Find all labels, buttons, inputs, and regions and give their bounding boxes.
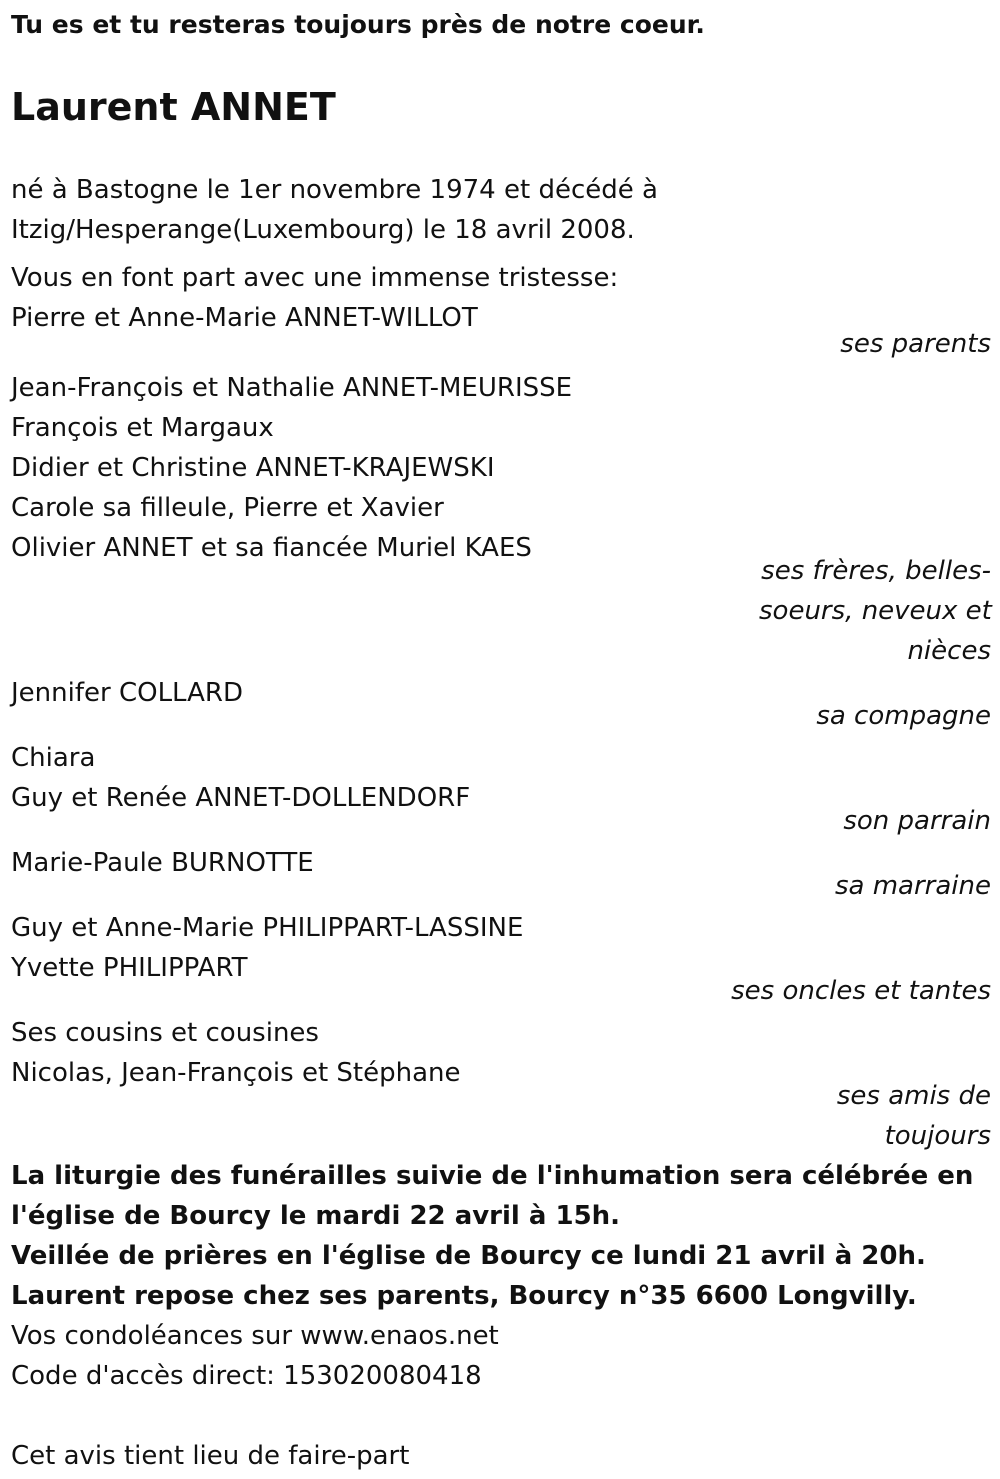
family-name: Jennifer COLLARD	[11, 678, 244, 708]
condolences-text: Vos condoléances sur www.enaos.net	[11, 1321, 499, 1351]
family-name: François et Margaux	[11, 413, 274, 443]
family-role: son parrain	[843, 806, 991, 836]
family-group-partner	[11, 673, 991, 736]
family-name: Carole sa filleule, Pierre et Xavier	[11, 493, 444, 523]
rest-place-line: Laurent repose chez ses parents, Bourcy n°35 6600 Longvilly.	[11, 1281, 917, 1311]
family-role: ses oncles et tantes	[731, 976, 991, 1006]
intro-text: Vous en font part avec une immense tristesse:	[11, 263, 619, 293]
birth-death-line: Itzig/Hesperange(Luxembourg) le 18 avril 2008.	[11, 215, 635, 245]
family-name: Guy et Renée ANNET-DOLLENDORF	[11, 783, 471, 813]
funeral-line: l'église de Bourcy le mardi 22 avril à 15h.	[11, 1201, 621, 1231]
family-role-line: soeurs, neveux et	[759, 596, 992, 626]
family-name: Chiara	[11, 743, 96, 773]
family-name: Jean-François et Nathalie ANNET-MEURISSE	[11, 373, 573, 403]
obituary-notice	[11, 0, 991, 1476]
funeral-line: La liturgie des funérailles suivie de l'inhumation sera célébrée en	[11, 1161, 974, 1191]
family-group-parents	[11, 298, 991, 364]
family-group-siblings	[11, 368, 991, 671]
family-name: Nicolas, Jean-François et Stéphane	[11, 1058, 461, 1088]
family-role: sa compagne	[816, 701, 991, 731]
family-role	[811, 1076, 991, 1156]
family-role-line: toujours	[884, 1121, 991, 1151]
family-role: ses parents	[840, 329, 991, 359]
birth-death-info	[11, 170, 991, 250]
deceased-name: Laurent ANNET	[11, 85, 336, 129]
family-name: Marie-Paule BURNOTTE	[11, 848, 314, 878]
family-role	[759, 551, 991, 671]
family-name: Pierre et Anne-Marie ANNET-WILLOT	[11, 303, 478, 333]
family-name: Olivier ANNET et sa fiancée Muriel KAES	[11, 533, 532, 563]
family-group-cousins-friends	[11, 1013, 991, 1156]
family-name: Didier et Christine ANNET-KRAJEWSKI	[11, 453, 495, 483]
family-group-uncles-aunts	[11, 908, 991, 1011]
vigil-line: Veillée de prières en l'église de Bourcy ce lundi 21 avril à 20h.	[11, 1241, 926, 1271]
family-name: Guy et Anne-Marie PHILIPPART-LASSINE	[11, 913, 524, 943]
family-group-godmother	[11, 843, 991, 906]
footer-note: Cet avis tient lieu de faire-part	[11, 1441, 410, 1471]
motto: Tu es et tu resteras toujours près de notre coeur.	[11, 10, 705, 39]
access-code-text: Code d'accès direct: 153020080418	[11, 1361, 482, 1391]
family-role-line: ses amis de	[836, 1081, 991, 1111]
family-name: Ses cousins et cousines	[11, 1018, 319, 1048]
family-role-line: ses frères, belles-	[761, 556, 991, 586]
spacer	[11, 1396, 991, 1436]
birth-death-line: né à Bastogne le 1er novembre 1974 et décédé à	[11, 175, 658, 205]
family-role: sa marraine	[834, 871, 991, 901]
family-group-godfather	[11, 738, 991, 841]
family-role-line: nièces	[907, 636, 991, 666]
family-name: Yvette PHILIPPART	[11, 953, 248, 983]
announcement-intro	[11, 258, 991, 298]
funeral-details	[11, 1156, 991, 1476]
